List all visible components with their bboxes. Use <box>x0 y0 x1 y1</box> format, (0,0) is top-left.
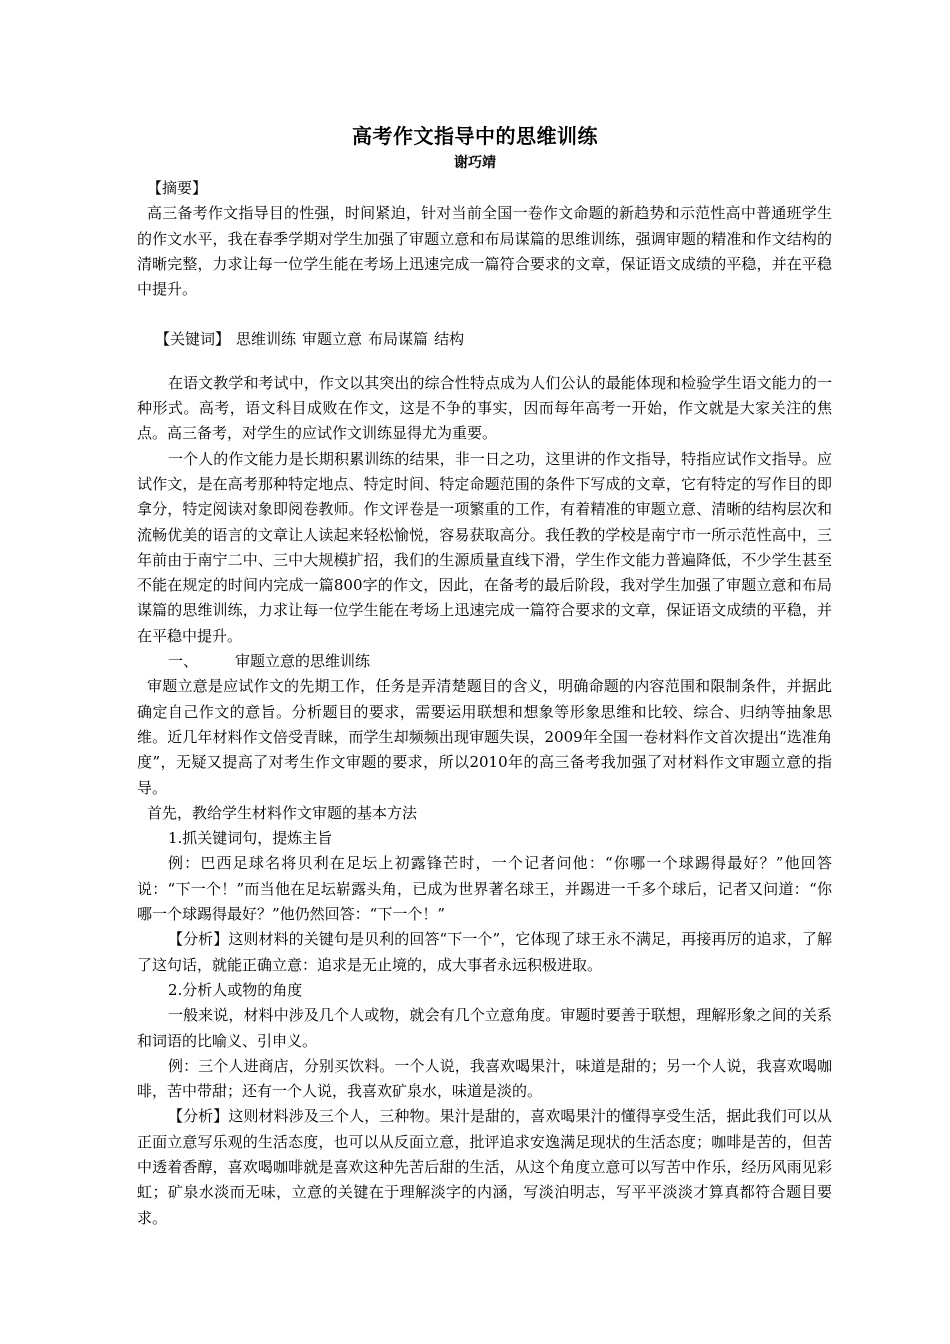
method-1-analysis: 【分析】这则材料的关键句是贝利的回答“下一个”，它体现了球王永不满足，再接再厉的追求，了解了这句话，就能正确立意：追求是无止境的，成大事者永远积极进取。 <box>137 930 832 974</box>
document-title: 高考作文指导中的思维训练 <box>352 124 598 148</box>
keyword-term: 结构 <box>434 330 465 349</box>
paragraph-intro-2: 一个人的作文能力是长期积累训练的结果，非一日之功，这里讲的作文指导，特指应试作文指导。应试作文，是在高考那种特定地点、特定时间、特定命题范围的条件下写成的文章，它有特定的写作目的即拿分，特定阅读对象即阅卷教师。作文评卷是一项繁重的工作，有着精准的审题立意、清晰的结构层次和流畅优美的语言的文章让人读起来轻松愉悦，容易获取高分。我任教的学校是南宁市一所示范性高中，三年前由于南宁二中、三中大规模扩招，我们的生源质量直线下滑，学生作文能力普遍降低，不少学生甚至不能在规定的时间内完成一篇800字的作文，因此，在备考的最后阶段，我对学生加强了审题立意和布局谋篇的思维训练，力求让每一位学生能在考场上迅速完成一篇符合要求的文章，保证语文成绩的平稳，并在平稳中提升。 <box>137 449 832 645</box>
abstract-heading: 【摘要】 <box>147 179 208 197</box>
keyword-term: 审题立意 <box>302 330 363 349</box>
keyword-term: 布局谋篇 <box>368 330 429 349</box>
method-2-title: 2.分析人或物的角度 <box>168 980 303 999</box>
author-name: 谢巧靖 <box>454 155 496 171</box>
spacer <box>137 353 832 371</box>
section-number: 一、 <box>168 652 199 671</box>
paragraph-section1-1: 审题立意是应试作文的先期工作，任务是弄清楚题目的含义，明确命题的内容范围和限制条件，并据此确定自己作文的意旨。分析题目的要求，需要运用联想和想象等形象思维和比较、综合、归纳等抽象思维。近几年材料作文倍受青睐，而学生却频频出现审题失误，2009年全国一卷材料作文首次提出“选准角度”，无疑又提高了对考生作文审题的要求，所以2010年的高三备考我加强了对材料作文审题立意的指导。 <box>137 677 832 797</box>
keywords-label: 【关键词】 <box>155 330 231 349</box>
section-heading <box>137 649 832 674</box>
document-body <box>137 176 832 1231</box>
keywords-line <box>137 327 832 352</box>
method-1-title: 1.抓关键词句，提炼主旨 <box>168 829 333 848</box>
paragraph-section1-2: 首先，教给学生材料作文审题的基本方法 <box>147 803 418 822</box>
method-2-analysis: 【分析】这则材料涉及三个人，三种物。果汁是甜的，喜欢喝果汁的懂得享受生活，据此我们可以从正面立意写乐观的生活态度，也可以从反面立意，批评追求安逸满足现状的生活态度；咖啡是苦的，但苦中透着香醇，喜欢喝咖啡就是喜欢这种先苦后甜的生活，从这个角度立意可以写苦中作乐，经历风雨见彩虹；矿泉水淡而无味，立意的关键在于理解淡字的内涵，写淡泊明志，写平平淡淡才算真都符合题目要求。 <box>137 1107 832 1227</box>
method-1-example: 例：巴西足球名将贝利在足坛上初露锋芒时，一个记者问他：“你哪一个球踢得最好？”他回答说：“下一个！”而当他在足坛崭露头角，已成为世界著名球王，并踢进一千多个球后，记者又问道：“你哪一个球踢得最好？”他仍然回答：“下一个！” <box>137 854 832 924</box>
section-title: 审题立意的思维训练 <box>235 652 371 671</box>
paragraph-intro-1: 在语文教学和考试中，作文以其突出的综合性特点成为人们公认的最能体现和检验学生语文能力的一种形式。高考，语文科目成败在作文，这是不争的事实，因而每年高考一开始，作文就是大家关注的焦点。高三备考，对学生的应试作文训练显得尤为重要。 <box>137 373 832 443</box>
abstract-text: 高三备考作文指导目的性强，时间紧迫，针对当前全国一卷作文命题的新趋势和示范性高中普通班学生的作文水平，我在春季学期对学生加强了审题立意和布局谋篇的思维训练，强调审题的精准和作文结构的清晰完整，力求让每一位学生能在考场上迅速完成一篇符合要求的文章，保证语文成绩的平稳，并在平稳中提升。 <box>137 204 832 299</box>
method-2-text: 一般来说，材料中涉及几个人或物，就会有几个立意角度。审题时要善于联想，理解形象之间的关系和词语的比喻义、引申义。 <box>137 1006 832 1050</box>
method-2-example: 例：三个人进商店，分别买饮料。一个人说，我喜欢喝果汁，味道是甜的；另一个人说，我喜欢喝咖啡，苦中带甜；还有一个人说，我喜欢矿泉水，味道是淡的。 <box>137 1056 832 1101</box>
keyword-term: 思维训练 <box>236 330 297 349</box>
spacer <box>137 302 832 327</box>
